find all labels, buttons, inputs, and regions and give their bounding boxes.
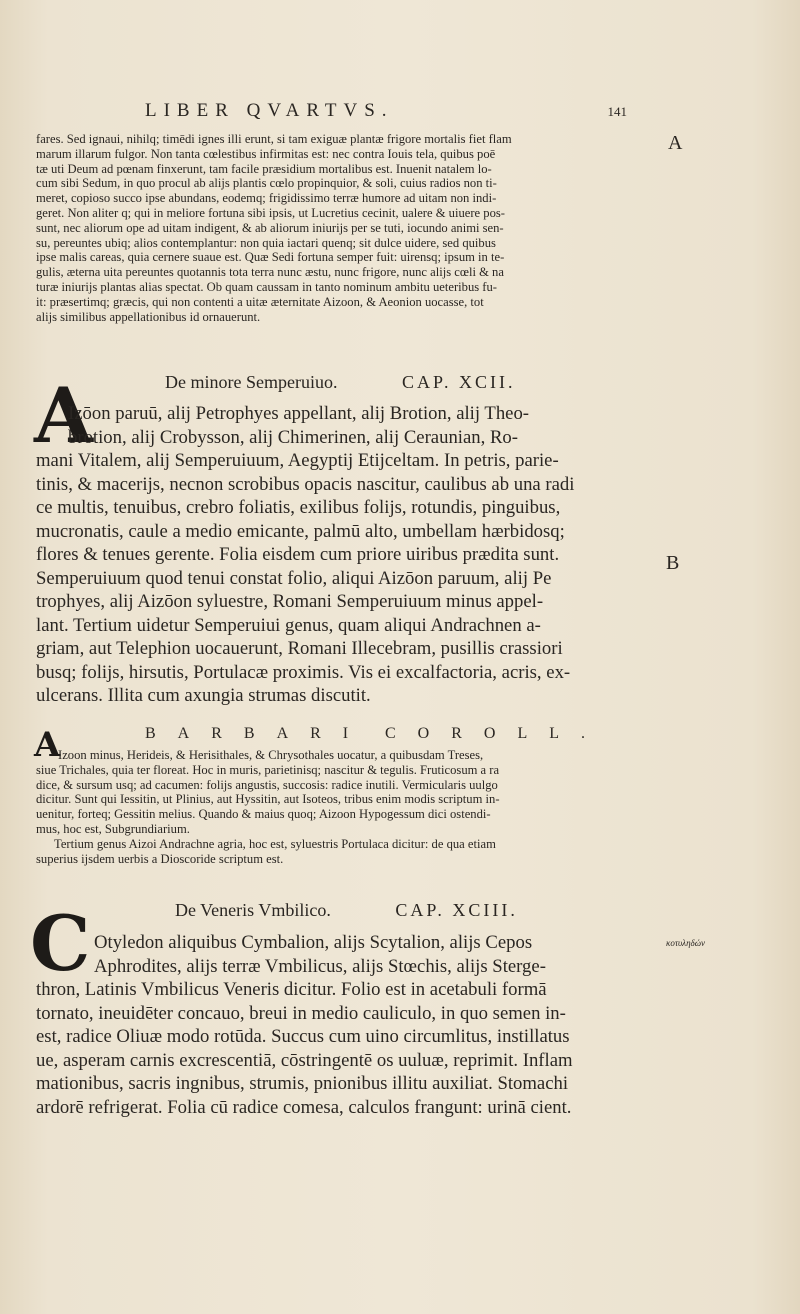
text-line: ipse malis careas, quia cernere suaue est. Quæ Sedi fortuna semper fuit: uirensq; ipsum in te- xyxy=(36,250,505,265)
text-line: cum sibi Sedum, in quo procul ab alijs plantis cœlo propinquior, & soli, cuius radios non ti- xyxy=(36,176,497,191)
drop-cap-a: A xyxy=(34,371,93,460)
corollary-word-1: BARBARI xyxy=(145,725,371,742)
text-line: alijs similibus appellationibus id ornauerunt. xyxy=(36,309,261,324)
text-line: brotion, alij Crobysson, alij Chimerinen, alij Ceraunian, Ro- xyxy=(68,426,518,448)
text-line: mationibus, sacris ingnibus, strumis, pnionibus illitu auxiliat. Stomachi xyxy=(36,1073,569,1094)
text-line: Semperuiuum quod tenui constat folio, aliqui Aizōon paruum, alij Pe xyxy=(36,567,552,589)
text-line: Otyledon aliquibus Cymbalion, alijs Scytalion, alijs Cepos xyxy=(94,932,533,953)
text-line: meret, copioso succo ipse abundans, eodemq; frigidissimo terræ humore ad uitam non indi- xyxy=(36,191,497,206)
chapter-number: CAP. XCIII. xyxy=(395,900,518,920)
text-line: trophyes, alij Aizōon syluestre, Romani Semperuiuum minus appel- xyxy=(36,591,544,612)
text-line: busq; folijs, hirsutis, Portulacæ proximis. Vis ei excalfactoria, acris, ex- xyxy=(36,661,571,683)
text-line: superius ijsdem uerbis a Dioscoride scriptum est. xyxy=(36,851,284,866)
text-line: su, pereuntes ubiq; alios contemplantur: non quia iactari quenq; sit dulce uidere, sed quibus xyxy=(36,235,496,250)
text-line: uenitur, forteq; Gessitin melius. Quando & maius quoq; Aizoon Hypogessum dici ostendi- xyxy=(36,807,491,822)
text-line: Tertium genus Aizoi Andrachne agria, hoc est, syluestris Portulaca dicitur: de qua etiam xyxy=(54,836,496,851)
margin-letter-a: A xyxy=(668,132,683,154)
text-line: thron, Latinis Vmbilicus Veneris dicitur. Folio est in acetabuli formā xyxy=(36,979,547,1000)
drop-cap-c: C xyxy=(30,899,91,988)
text-line: ardorē refrigerat. Folia cū radice comesa, calculos frangunt: urinā cient. xyxy=(36,1096,572,1118)
paragraph-sedum xyxy=(36,132,656,324)
text-line: ue, asperam carnis excrescentiā, cōstringentē os uuluæ, reprimit. Inflam xyxy=(36,1049,573,1071)
chapter-heading-92 xyxy=(165,372,515,393)
paragraph-semperuiuum xyxy=(36,402,662,708)
text-line: fares. Sed ignaui, nihilq; timēdi ignes illi erunt, si tam exiguæ plantæ frigore mortalis fiet flam xyxy=(36,132,512,146)
running-header xyxy=(145,100,627,128)
running-title: LIBER QVARTVS. xyxy=(145,100,394,121)
text-line: geret. Non aliter q; qui in meliore fortuna sibi ipsis, ut Lucretius cecinit, ualere & uiuere pos- xyxy=(36,205,505,220)
text-line: gulis, æterna uita pereuntes quotannis tota terra nunc æstu, nunc frigore, nunc alijs cœli & na xyxy=(36,265,504,280)
chapter-number: CAP. XCII. xyxy=(401,372,516,392)
text-line: it: præsertimq; græcis, qui non contenti a uitæ æternitate Aizoon, & Aeonion uocasse, tot xyxy=(36,294,484,309)
text-line: Aphrodites, alijs terræ Vmbilicus, alijs Stœchis, alijs Sterge- xyxy=(94,955,546,977)
drop-cap-small-a: A xyxy=(34,725,61,765)
text-line: sunt, nec aliorum ope ad uitam indigent, & ab aliorum iniurijs per se tuti, iocundo animi sen- xyxy=(36,220,504,235)
text-line: dice, & sursum usq; ad cacumen: folijs angustis, succosis: radice inutili. Vermicularis uulgo xyxy=(36,777,498,792)
section-title: De Veneris Vmbilico. xyxy=(175,900,331,920)
text-line: marum illarum fulgor. Non tanta cœlestibus infirmitas est: nec contra Iouis tela, quibus poē xyxy=(36,146,496,161)
text-line: tinis, & macerijs, necnon scrobibus opacis nascitur, caulibus ab una radi xyxy=(36,473,575,495)
text-line: turæ iniurijs plantas alias spectat. Ob quam caussam in tanto nominum ambitu ueteribus fu- xyxy=(36,279,497,294)
text-line: mus, hoc est, Subgrundiarium. xyxy=(36,821,190,836)
text-line: Izōon paruū, alij Petrophyes appellant, alij Brotion, alij Theo- xyxy=(68,403,530,424)
text-line: lant. Tertium uidetur Semperuiui genus, quam aliqui Andrachnen a- xyxy=(36,614,541,636)
text-line: griam, aut Telephion uocauerunt, Romani Illecebram, pusillis crassiori xyxy=(36,638,563,659)
text-line: tornato, ineuidēter concauo, breui in medio cauliculo, in quo semen in- xyxy=(36,1002,566,1024)
text-line: dicitur. Sunt qui Iessitin, ut Plinius, aut Hyssitin, aut Isoteos, tribus enim modis scriptum in- xyxy=(36,792,500,807)
section-title: De minore Semperuiuo. xyxy=(165,372,338,392)
paragraph-corollary xyxy=(36,748,656,866)
text-line: mucronatis, caule a medio emicante, palmū alto, umbellam hærbidosq; xyxy=(36,520,565,542)
page-number: 141 xyxy=(607,104,627,119)
corollary-word-2: COROLL. xyxy=(385,725,607,742)
text-line: ce multis, tenuibus, crebro foliatis, exilibus folijs, rotundis, pinguibus, xyxy=(36,497,561,518)
paragraph-cotyledon xyxy=(36,931,662,1119)
text-line: est, radice Oliuæ modo rotūda. Succus cum uino circumlitus, instillatus xyxy=(36,1026,570,1047)
text-line: ulcerans. Illita cum axungia strumas discutit. xyxy=(36,685,371,706)
margin-letter-b: B xyxy=(666,552,680,574)
text-line: tæ uti Deum ad pœnam finxerunt, tam facile præsidium mortalibus est. Inuenit natalem lo- xyxy=(36,161,492,176)
text-line: flores & tenues gerente. Folia eisdem cum priore uiribus prædita sunt. xyxy=(36,544,560,565)
text-line: siue Trichales, quia ter floreat. Hoc in muris, parietinisq; nascitur & tegulis. Fruticosum a ra xyxy=(36,762,500,777)
text-line: mani Vitalem, alij Semperuiuum, Aegyptij Etijceltam. In petris, parie- xyxy=(36,450,559,471)
chapter-heading-93 xyxy=(175,900,518,921)
text-line: Izoon minus, Herideis, & Herisithales, & Chrysothales uocatur, a quibusdam Treses, xyxy=(58,748,484,762)
margin-greek-note: κοτυληδών xyxy=(666,938,705,948)
